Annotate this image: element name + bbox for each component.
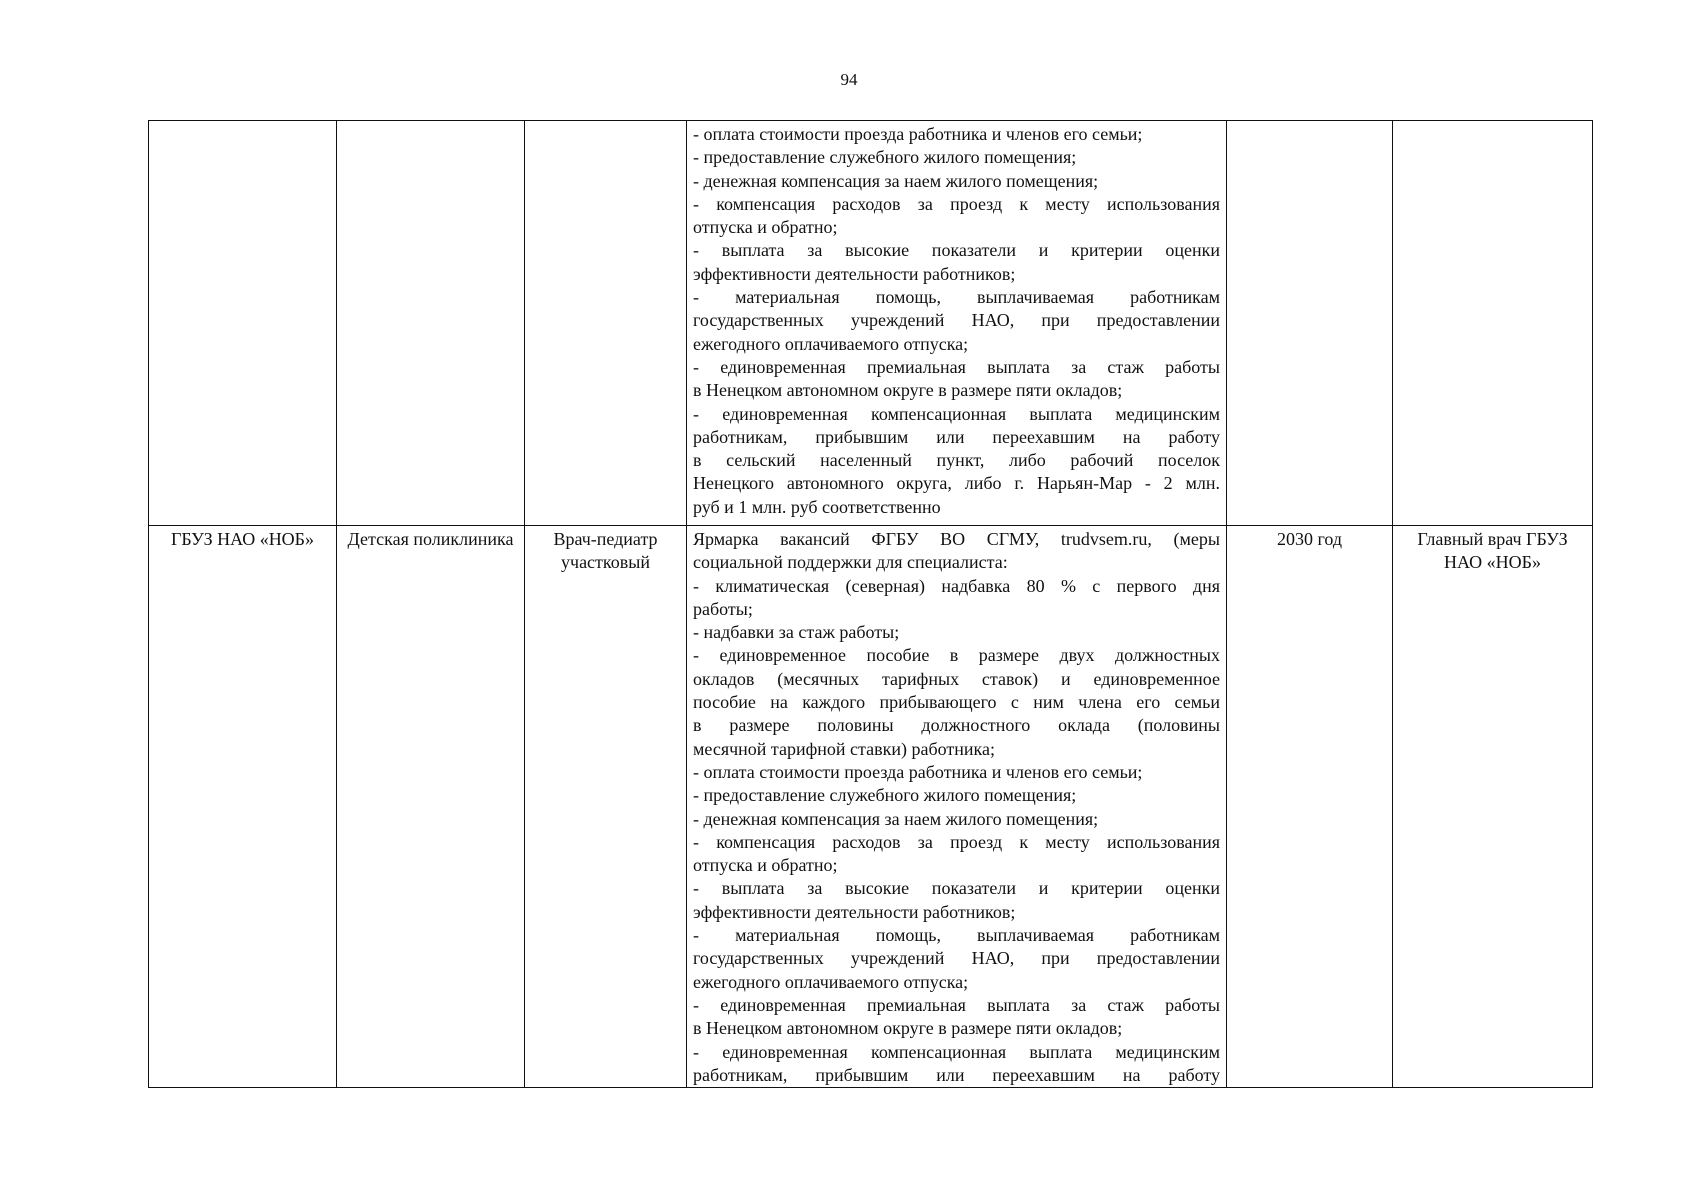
measure-line: - единовременная компенсационная выплата медицинским (693, 403, 1220, 424)
measure-line: - компенсация расходов за проезд к месту использования (693, 831, 1220, 852)
measure-line: работникам, прибывшим или переехавшим на работу (693, 426, 1220, 447)
cell-position: Врач-педиатр участковый (525, 526, 687, 1088)
measure-line: окладов (месячных тарифных ставок) и единовременное (693, 668, 1220, 689)
measures-list (693, 528, 1220, 1087)
measure-line: эффективности деятельности работников; (693, 901, 1016, 922)
measure-line: - единовременное пособие в размере двух должностных (693, 645, 1220, 666)
table-row (149, 526, 1593, 1088)
measure-line: - материальная помощь, выплачиваемая работникам (693, 287, 1220, 308)
measure-line: государственных учреждений НАО, при предоставлении (693, 310, 1220, 331)
measure-line: - надбавки за стаж работы; (693, 622, 900, 643)
measure-line: Ненецкого автономного округа, либо г. Нарьян-Мар - 2 млн. (693, 473, 1220, 494)
measure-line: - выплата за высокие показатели и критерии оценки (693, 878, 1220, 899)
measure-line: работы; (693, 598, 753, 619)
measure-line: ежегодного оплачиваемого отпуска; (693, 971, 969, 992)
measure-line: ежегодного оплачиваемого отпуска; (693, 333, 969, 354)
measures-list (693, 123, 1220, 519)
cell-unit: Детская поликлиника (337, 526, 525, 1088)
measure-line: в Ненецком автономном округе в размере пяти окладов; (693, 1018, 1123, 1039)
measure-line: работникам, прибывшим или переехавшим на работу (693, 1064, 1220, 1085)
measure-line: социальной поддержки для специалиста: (693, 552, 1008, 573)
measure-line: - оплата стоимости проезда работника и членов его семьи; (693, 761, 1143, 782)
cell-responsible: Главный врач ГБУЗ НАО «НОБ» (1393, 526, 1593, 1088)
measure-line: - оплата стоимости проезда работника и членов его семьи; (693, 124, 1143, 144)
measure-line: - климатическая (северная) надбавка 80 % с первого дня (693, 575, 1220, 596)
cell-organization (149, 121, 337, 526)
measure-line: руб и 1 млн. руб соответственно (693, 496, 941, 517)
measure-line: Ярмарка вакансий ФГБУ ВО СГМУ, trudvsem.ru, (меры (693, 529, 1220, 549)
measure-line: - единовременная компенсационная выплата медицинским (693, 1041, 1220, 1062)
measures-table (148, 120, 1593, 1088)
cell-organization: ГБУЗ НАО «НОБ» (149, 526, 337, 1088)
page-number: 94 (840, 70, 858, 89)
table-row-continuation (149, 121, 1593, 526)
measure-line: отпуска и обратно; (693, 217, 838, 238)
measure-line: отпуска и обратно; (693, 855, 838, 876)
measure-line: в размере половины должностного оклада (половины (693, 715, 1220, 736)
measure-line: - предоставление служебного жилого помещения; (693, 785, 1077, 806)
cell-measures (687, 121, 1227, 526)
measure-line: государственных учреждений НАО, при предоставлении (693, 948, 1220, 969)
measure-line: в сельский населенный пункт, либо рабочий поселок (693, 450, 1220, 471)
cell-measures (687, 526, 1227, 1088)
cell-deadline: 2030 год (1227, 526, 1393, 1088)
measure-line: в Ненецком автономном округе в размере пяти окладов; (693, 380, 1123, 401)
measure-line: - денежная компенсация за наем жилого помещения; (693, 808, 1099, 829)
measure-line: эффективности деятельности работников; (693, 263, 1016, 284)
cell-responsible (1393, 121, 1593, 526)
measure-line: месячной тарифной ставки) работника; (693, 738, 995, 759)
cell-deadline (1227, 121, 1393, 526)
measure-line: - выплата за высокие показатели и критерии оценки (693, 240, 1220, 261)
measure-line: - компенсация расходов за проезд к месту использования (693, 193, 1220, 214)
measure-line: - предоставление служебного жилого помещения; (693, 147, 1077, 168)
cell-unit (337, 121, 525, 526)
cell-position (525, 121, 687, 526)
measure-line: - единовременная премиальная выплата за стаж работы (693, 994, 1220, 1015)
measure-line: пособие на каждого прибывающего с ним члена его семьи (693, 692, 1220, 713)
measure-line: - единовременная премиальная выплата за стаж работы (693, 356, 1220, 377)
measure-line: - материальная помощь, выплачиваемая работникам (693, 925, 1220, 946)
measure-line: - денежная компенсация за наем жилого помещения; (693, 170, 1099, 191)
